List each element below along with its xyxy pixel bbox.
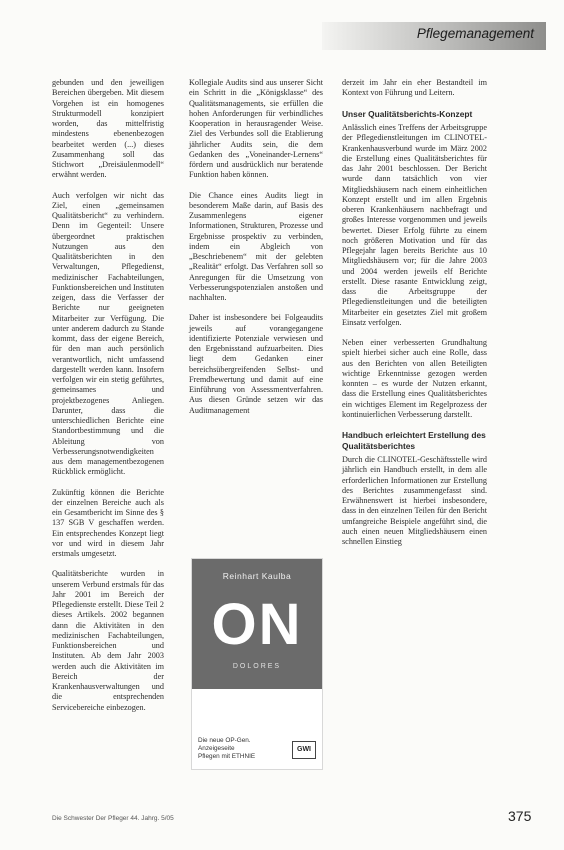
paragraph: Daher ist insbesondere bei Folgeaudits jeweils auf vorangegangene identifizierte Potenziale verwiesen und den Ergebnisstand aufzuarbeiten. Dies liegt dem Gedanken einer bereichsübergreifenden Selbst- und Fremdbewertung und damit auf eine Einführung von Assessmentverfahren. Aus diesen Gründe setzen wir das Auditmanagement (189, 313, 323, 415)
section-title: Pflegemanagement (416, 26, 534, 41)
page-number: 375 (508, 808, 532, 824)
book-title: ON (211, 592, 303, 657)
text-column-3 (342, 78, 487, 557)
publisher-logo: GWI (292, 741, 316, 759)
paragraph: Zukünftig können die Berichte der einzelnen Bereiche auch als ein Gesamtbericht im Sinne des § 137 SGB V geschaffen werden. Ein entsprechendes Konzept liegt vor und wird in diesem Jahr erstmals umgesetzt. (52, 487, 164, 558)
paragraph: Durch die CLINOTEL-Geschäftsstelle wird jährlich ein Handbuch erstellt, in dem alle erforderlichen Informationen zur Erstellung des Berichtes zusammengefasst sind. Erwähnenswert ist hierbei insbesondere, dass in den einzelnen Teilen für den Bericht umfangreiche Beispiele angeführt sind, die auch einen neuen Mitgliedshäusern einen schnellen Einstieg (342, 455, 487, 546)
book-author: Reinhart Kaulba (222, 571, 292, 581)
book-advertisement (191, 558, 323, 770)
paragraph: Die Chance eines Audits liegt in besonderem Maße darin, auf Basis des Zusammenlegens eigener Informationen, Strukturen, Prozesse und Ergebnisse prospektiv zu verbinden, indem ein Abgleich von „Beschriebenem“ mit der gelebten „Realität“ erfolgt. Das Verfahren soll so Anregungen für die Umsetzung von Verbesserungspotenzialen anstoßen und nachhalten. (189, 190, 323, 302)
paragraph: Neben einer verbesserten Grundhaltung spielt hierbei sicher auch eine Rolle, dass aus den Berichten von allen Beteiligten wichtige Erkenntnisse gezogen werden konnten – es wurde der Nutzen erkannt, dass die Erstellung eines Qualitätsberichtes ein wichtiges Element im Regelprozess der kontinuierlichen Verbesserung darstellt. (342, 338, 487, 419)
subheading: Unser Qualitätsberichts-Konzept (342, 108, 473, 119)
paragraph: Auch verfolgen wir nicht das Ziel, einen „gemeinsamen Qualitätsbericht“ zu verhindern. Denn im Gegenteil: Unsere übergeordnet praktischen Nutzungen aus den Qualitätsberichten in den Verwaltungen, Pflegedienst, medizinischer Fachabteilungen, Funktionsbereichen und Instituten zeigen, dass die Verfasser der Berichte nur geeigneten Mitarbeiter zur Verfügung. Die unter anderem dadurch zu Stande kommt, dass der eigene Bereich, für den man auch persönlich verantwortlich, nicht umfassend dargestellt werden kann. Insofern verfolgen wir ein stetig geführtes, gemeinsames und projektbezogenes Anliegen. Darunter, dass die unterschiedlichen Berichte eine Standortbestimmung und die Ableitung von Verbesserungsnotwendigkeiten aus dem managementbezogenen Rückblick ermöglicht. (52, 190, 164, 477)
book-subtitle: DOLORES (232, 663, 282, 670)
paragraph: derzeit im Jahr ein eher Bestandteil im Kontext von Führung und Leitern. (342, 78, 487, 98)
book-cover (192, 559, 322, 689)
text-column-2 (189, 78, 323, 426)
text-column-1 (52, 78, 164, 723)
ad-caption: Die neue OP-Gen. Anzeigeseite Pflegen mit ETHNIE (198, 737, 256, 760)
paragraph: Kollegiale Audits sind aus unserer Sicht ein Schritt in die „Königsklasse“ des Qualitätsmanagements, sie erfüllen die hohen Anforderungen für verbindliches Kooperation in herausragender Weise. Ziel des Verbundes soll die Etablierung jährlicher Audits sein, die dem Gedanken des „Voneinander-Lernens“ fördern und ausdrücklich nur beratende Funktion haben können. (189, 78, 323, 180)
subheading: Handbuch erleichtert Erstellung des Qualitätsberichtes (342, 430, 486, 451)
paragraph: Anlässlich eines Treffens der Arbeitsgruppe der Pflegedienstleitungen im CLINOTEL-Krankenhausverbund wurde im März 2002 die Erstellung eines Qualitätsberichtes für das Jahr 2001 beschlossen. Der Bericht wurde dann tatsächlich von vier Mitgliedshäusern nach einem einheitlichen Konzept erstellt und im allen Ergebnis oberen Krankenhäusern nachbefragt und großes Interesse vorgenommen und jeweils bewertet. Dieser Erfolg führte zu einem noch größeren Motivation und für das Pflegejahr lagen bereits Berichte aus 10 Mitgliedshäusern vor; für die Jahre 2003 und 2004 werden jeweils elf Berichte erstellt. Diese rasante Entwicklung zeigt, dass die Arbeitsgruppe der Pflegedienstleitungen und die beteiligten Mitarbeiter ein gesetztes Ziel mit großem Einsatz verfolgen. (342, 123, 487, 327)
journal-footer: Die Schwester Der Pfleger 44. Jahrg. 5/05 (52, 815, 174, 822)
header-bar (322, 22, 546, 50)
paragraph: Qualitätsberichte wurden in unserem Verbund erstmals für das Jahr 2001 im Bereich der Pflegedienste erstellt. Diese Teil 2 dieses Artikels. 2002 begannen dann die Aktivitäten in den medizinischen Fachabteilungen, Funktionsbereichen und Instituten. Ab dem Jahr 2003 werden auch die Aktivitäten im Bereich der Krankenhausverwaltungen und die entsprechenden Servicebereiche einbezogen. (52, 569, 164, 712)
paragraph: gebunden und den jeweiligen Bereichen übergeben. Mit diesem Vorgehen ist ein homogenes Strukturmodell konzipiert worden, das mittelfristig mindestens ebenenbezogen bearbeitet werden (...) dieses Zusammenhang soll das Stichwort „Dreisäulenmodell“ erwähnt werden. (52, 78, 164, 180)
